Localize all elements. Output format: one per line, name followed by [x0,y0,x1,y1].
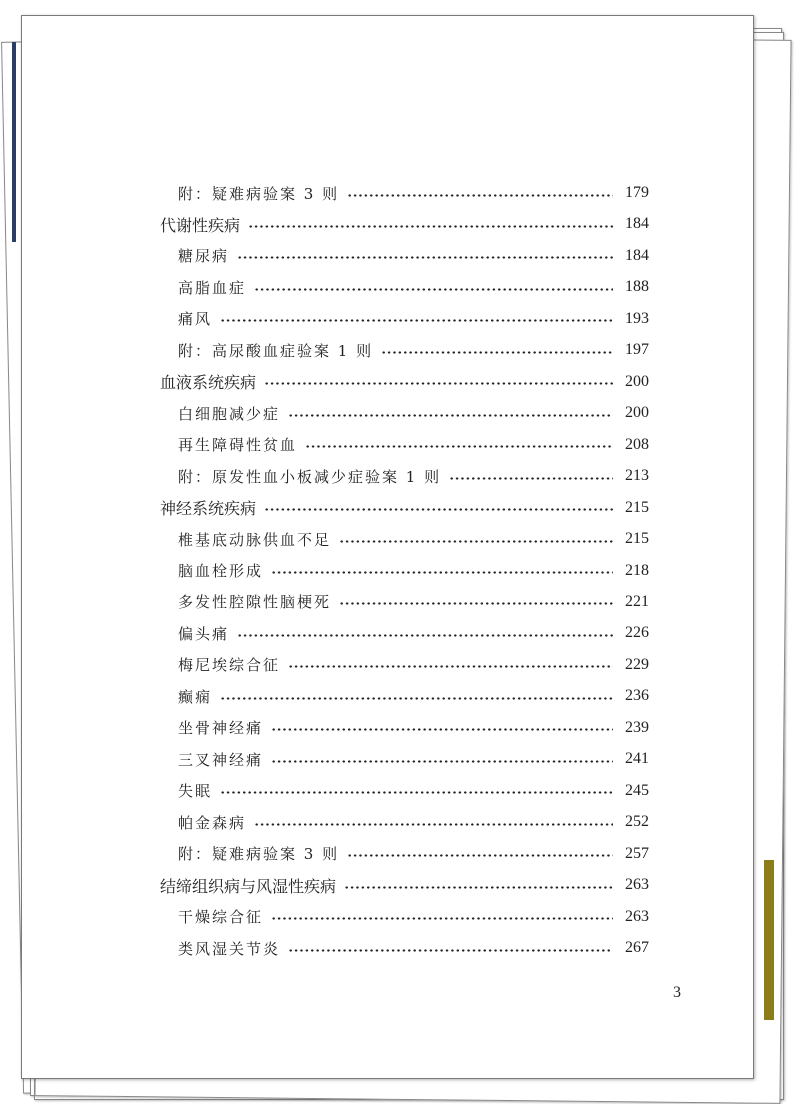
dot-leader [305,445,613,448]
toc-entry-title: 失眠 [178,782,213,801]
toc-entry-title: 血液系统疾病 [160,373,257,393]
toc-entry-page: 229 [625,655,649,673]
page-number: 3 [673,984,681,1001]
toc-entry[interactable] [178,843,649,865]
toc-entry-title: 高脂血症 [178,278,247,297]
toc-entry-title: 椎基底动脉供血不足 [178,530,332,549]
toc-entry[interactable] [178,906,649,928]
toc-entry-page: 193 [625,309,649,327]
toc-entry[interactable] [178,654,649,676]
toc-entry[interactable] [178,717,649,739]
dot-leader [339,602,613,605]
toc-entry[interactable] [178,811,649,833]
cover-edge [12,42,16,242]
toc-entry-title: 附：原发性血小板减少症验案 1 则 [178,467,442,486]
toc-entry-page: 200 [625,404,649,422]
toc-entry-title: 附：高尿酸血症验案 1 则 [178,341,374,360]
dot-leader [344,886,613,889]
toc-entry-page: 184 [625,246,649,264]
toc-entry-title: 三叉神经痛 [178,750,264,769]
toc-entry-page: 213 [625,467,649,485]
toc-entry-page: 184 [625,215,649,233]
toc-entry-page: 241 [625,750,649,768]
toc-entry[interactable] [178,465,649,487]
dot-leader [254,823,613,826]
toc-entry-page: 218 [625,561,649,579]
dot-leader [271,728,613,731]
toc-entry-page: 215 [625,498,649,516]
toc-entry-title: 梅尼埃综合征 [178,656,281,675]
toc-entry-title: 类风湿关节炎 [178,939,281,958]
toc-entry-page: 263 [625,907,649,925]
dot-leader [264,382,613,385]
toc-entry[interactable] [178,276,649,298]
toc-entry[interactable] [178,685,649,707]
toc-entry[interactable] [178,937,649,959]
dot-leader [347,194,613,197]
toc-entry[interactable] [178,591,649,613]
toc-entry-page: 188 [625,278,649,296]
dot-leader [381,351,613,354]
dot-leader [220,791,613,794]
toc-entry[interactable] [178,434,649,456]
toc-page [21,15,754,1079]
dot-leader [271,571,613,574]
toc-entry-title: 神经系统疾病 [160,499,257,519]
toc-entry-page: 221 [625,592,649,610]
dot-leader [248,225,613,228]
toc-entry[interactable] [178,402,649,424]
dot-leader [288,414,613,417]
toc-entry[interactable] [178,245,649,267]
dot-leader [254,288,613,291]
toc-entry-title: 帕金森病 [178,813,247,832]
toc-entry-title: 干燥综合征 [178,908,264,927]
toc-entry-page: 252 [625,813,649,831]
toc-entry-title: 坐骨神经痛 [178,719,264,738]
toc-entry[interactable] [178,528,649,550]
dot-leader [237,256,613,259]
dot-leader [288,665,613,668]
toc-entry[interactable] [178,622,649,644]
toc-entry[interactable] [178,182,649,204]
toc-entry-title: 痛风 [178,310,213,329]
dot-leader [339,540,613,543]
dot-leader [288,949,613,952]
toc-entry[interactable] [178,560,649,582]
toc-entry-title: 脑血栓形成 [178,562,264,581]
dot-leader [449,477,613,480]
dot-leader [271,760,613,763]
toc-entry[interactable] [160,874,649,896]
toc-entry-page: 197 [625,341,649,359]
toc-entry-title: 附：疑难病验案 3 则 [178,845,340,864]
toc-entry[interactable] [178,339,649,361]
toc-entry-title: 再生障碍性贫血 [178,436,298,455]
dot-leader [271,917,613,920]
toc-entry-page: 239 [625,718,649,736]
toc-entry-title: 癫痫 [178,687,213,706]
toc-entry[interactable] [160,213,649,235]
dot-leader [220,319,613,322]
toc-entry-title: 代谢性疾病 [160,215,241,235]
toc-entry-page: 179 [625,184,649,201]
toc-entry-page: 215 [625,530,649,548]
toc-entry-page: 200 [625,372,649,390]
toc-entry-page: 257 [625,844,649,862]
toc-entry-title: 结缔组织病与风湿性疾病 [160,876,337,896]
toc-entry-title: 偏头痛 [178,624,230,643]
toc-entry-title: 白细胞减少症 [178,404,281,423]
toc-entry[interactable] [160,371,649,393]
dot-leader [237,634,613,637]
dot-leader [264,508,613,511]
toc-entry-title: 糖尿病 [178,247,230,266]
toc-entry-page: 263 [625,876,649,894]
dot-leader [347,854,613,857]
toc-entry-page: 236 [625,687,649,705]
toc-entry-title: 附：疑难病验案 3 则 [178,184,340,203]
toc-entry[interactable] [178,780,649,802]
toc-entry-page: 267 [625,939,649,957]
toc-entry-page: 245 [625,781,649,799]
dot-leader [220,697,613,700]
toc-entry-page: 226 [625,624,649,642]
toc-entry[interactable] [178,748,649,770]
cover-edge [764,860,774,1020]
toc-entry-page: 208 [625,435,649,453]
toc-entry[interactable] [178,308,649,330]
toc-entry-title: 多发性腔隙性脑梗死 [178,593,332,612]
toc-entry[interactable] [160,497,649,519]
